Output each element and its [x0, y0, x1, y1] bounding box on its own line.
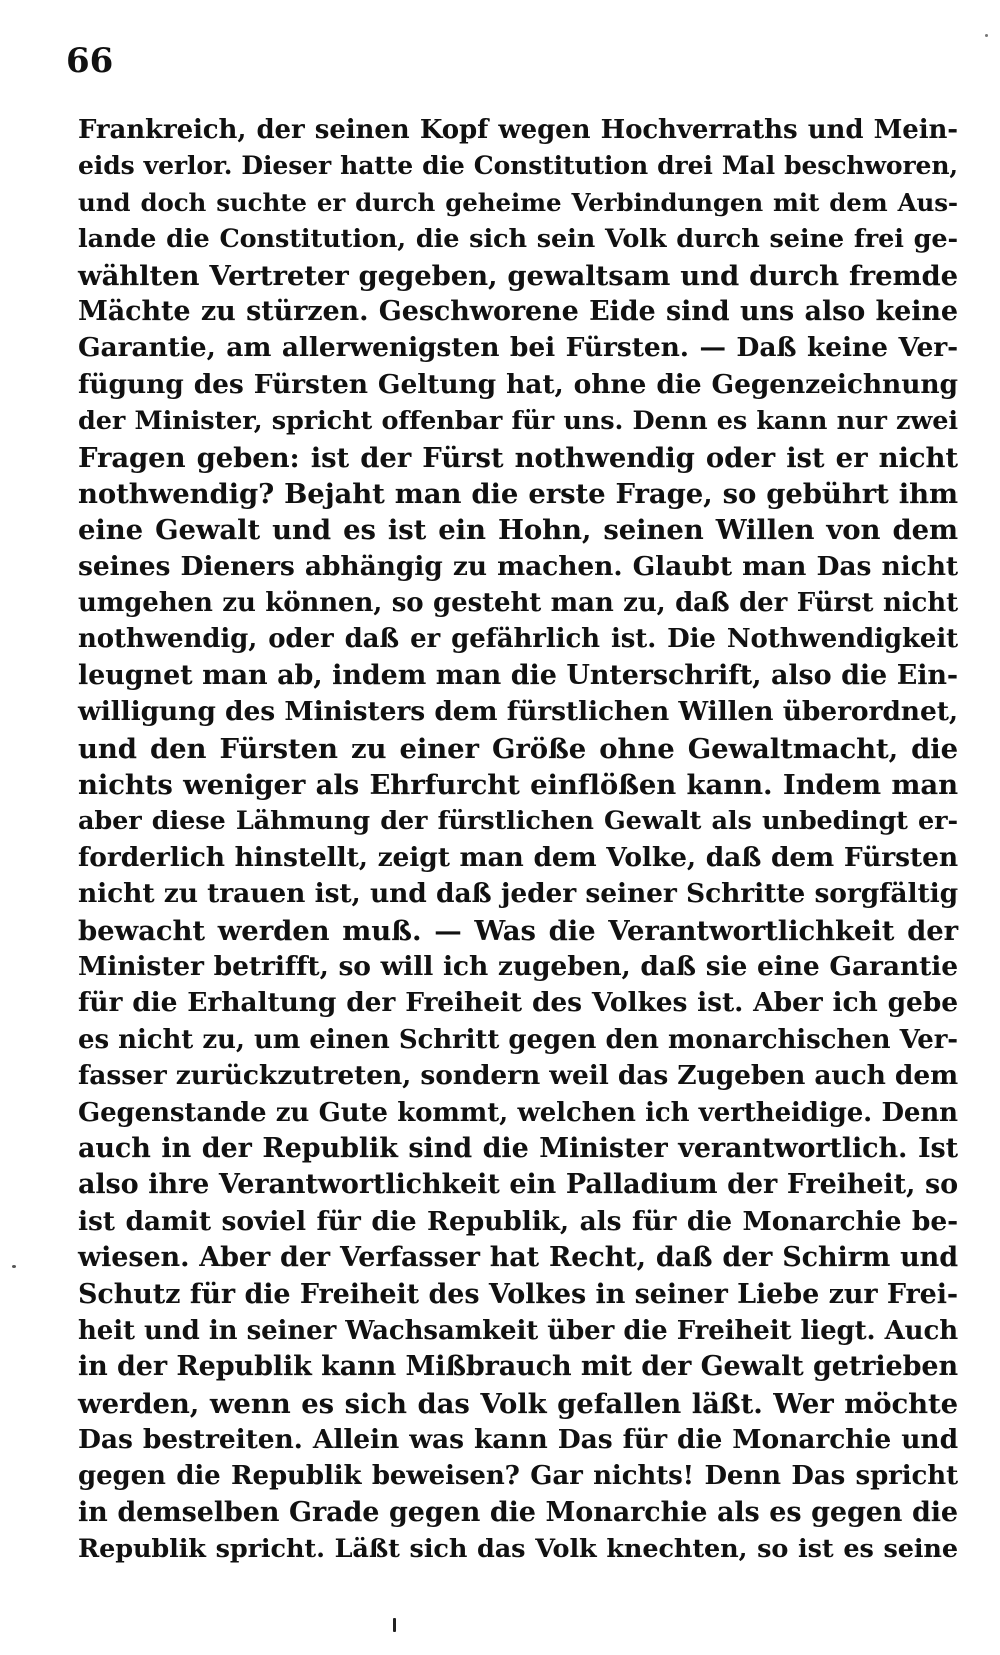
text-line: eids verlor. Dieser hatte die Constitution drei Mal beschworen, [78, 151, 958, 181]
text-line: fasser zurückzutreten, sondern weil das Zugeben auch dem [78, 1060, 959, 1092]
text-line: Fragen geben: ist der Fürst nothwendig oder ist er nicht [78, 441, 958, 474]
text-line: fügung des Fürsten Geltung hat, ohne die Gegenzeichnung [78, 368, 958, 400]
text-line: aber diese Lähmung der fürstlichen Gewalt als unbedingt er- [78, 806, 958, 837]
text-line: nothwendig? Bejaht man die erste Frage, so gebührt ihm [78, 477, 958, 510]
text-line: willigung des Ministers dem fürstlichen Willen überordnet, [78, 696, 958, 728]
text-line: wiesen. Aber der Verfasser hat Recht, daß der Schirm und [78, 1242, 958, 1274]
body-text [78, 112, 958, 1568]
text-line: Republik spricht. Läßt sich das Volk knechten, so ist es seine [78, 1534, 958, 1565]
text-line: umgehen zu können, so gesteht man zu, daß der Fürst nicht [78, 588, 958, 619]
text-line: werden, wenn es sich das Volk gefallen läßt. Wer möchte [78, 1387, 958, 1420]
text-line: Das bestreiten. Allein was kann Das für die Monarchie und [78, 1424, 958, 1456]
text-line: eine Gewalt und es ist ein Hohn, seinen Willen von dem [78, 514, 958, 547]
text-line: bewacht werden muß. — Was die Verantwortlichkeit der [78, 914, 958, 947]
text-line: lande die Constitution, die sich sein Volk durch seine frei ge- [78, 224, 958, 255]
text-line: Gegenstande zu Gute kommt, welchen ich vertheidige. Denn [78, 1097, 958, 1128]
text-line: in demselben Grade gegen die Monarchie als es gegen die [78, 1496, 958, 1528]
text-line: auch in der Republik sind die Minister verantwortlich. Ist [78, 1132, 958, 1164]
text-line: also ihre Verantwortlichkeit ein Palladium der Freiheit, so [78, 1169, 958, 1201]
print-speck [985, 34, 988, 37]
text-line: Garantie, am allerwenigsten bei Fürsten. — Daß keine Ver- [78, 332, 958, 364]
text-line: seines Dieners abhängig zu machen. Glaubt man Das nicht [78, 550, 958, 582]
print-speck [12, 1265, 16, 1268]
text-line: Mächte zu stürzen. Geschworene Eide sind uns also keine [78, 295, 958, 327]
text-line: in der Republik kann Mißbrauch mit der Gewalt getrieben [78, 1351, 958, 1383]
text-line: gegen die Republik beweisen? Gar nichts! Denn Das spricht [78, 1461, 958, 1492]
print-speck [393, 1618, 396, 1632]
text-line: es nicht zu, um einen Schritt gegen den monarchischen Ver- [78, 1024, 958, 1055]
text-line: nicht zu trauen ist, und daß jeder seiner Schritte sorgfältig [78, 878, 958, 910]
text-line: nichts weniger als Ehrfurcht einflößen kann. Indem man [78, 769, 958, 802]
text-line: forderlich hinstellt, zeigt man dem Volke, daß dem Fürsten [78, 841, 958, 873]
text-line: für die Erhaltung der Freiheit des Volkes ist. Aber ich gebe [78, 987, 958, 1019]
text-line: ist damit soviel für die Republik, als für die Monarchie be- [78, 1205, 958, 1237]
text-line: wählten Vertreter gegeben, gewaltsam und durch fremde [78, 259, 958, 292]
page-number: 66 [66, 41, 114, 81]
text-line: Minister betrifft, so will ich zugeben, daß sie eine Garantie [78, 950, 958, 982]
text-line: und doch suchte er durch geheime Verbindungen mit dem Aus- [78, 187, 958, 217]
text-line: der Minister, spricht offenbar für uns. Denn es kann nur zwei [78, 406, 958, 437]
text-line: Frankreich, der seinen Kopf wegen Hochverraths und Mein- [78, 115, 958, 145]
text-line: und den Fürsten zu einer Größe ohne Gewaltmacht, die [78, 732, 958, 765]
text-line: Schutz für die Freiheit des Volkes in seiner Liebe zur Frei- [78, 1278, 958, 1310]
text-line: leugnet man ab, indem man die Unterschrift, also die Ein- [78, 659, 958, 691]
text-line: nothwendig, oder daß er gefährlich ist. Die Nothwendigkeit [78, 624, 958, 655]
text-line: heit und in seiner Wachsamkeit über die Freiheit liegt. Auch [78, 1315, 958, 1346]
